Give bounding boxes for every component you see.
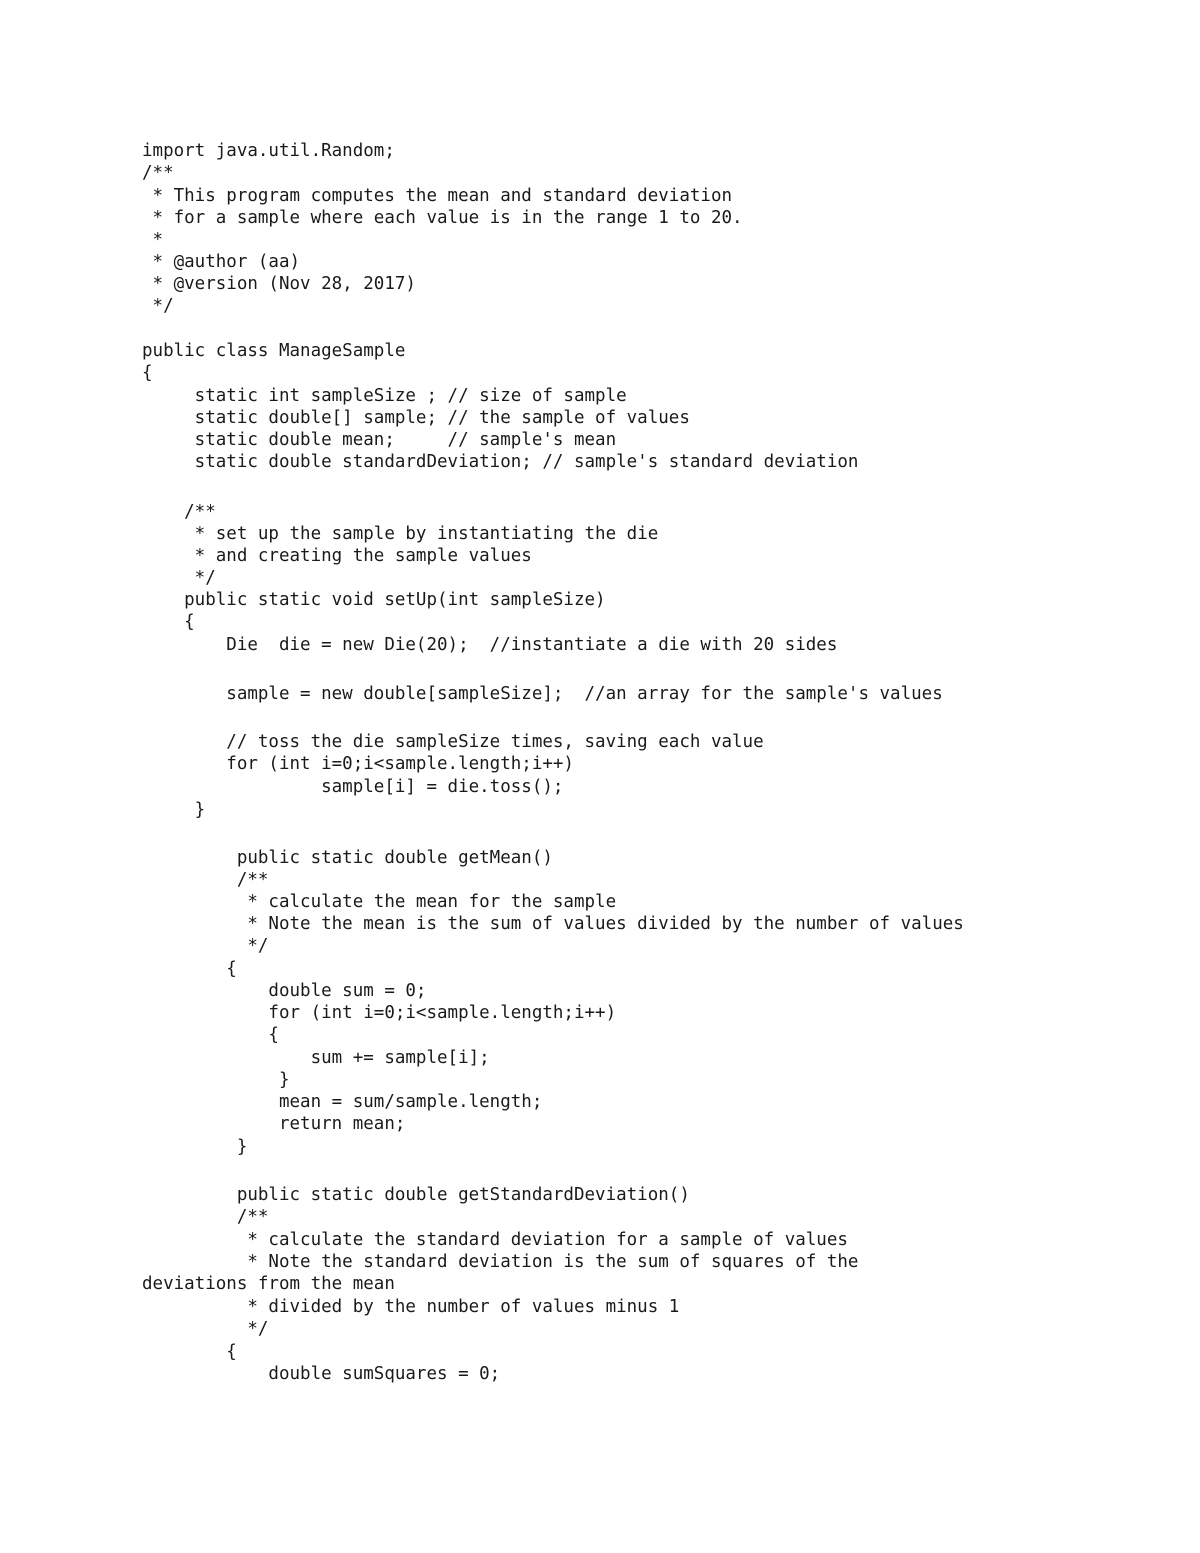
code-line: deviations from the mean <box>142 1274 395 1294</box>
code-line: * calculate the standard deviation for a sample of values <box>142 1230 848 1250</box>
code-line: mean = sum/sample.length; <box>142 1092 543 1112</box>
code-line: static double mean; // sample's mean <box>142 430 617 450</box>
code-line: static double standardDeviation; // sample's standard deviation <box>142 452 859 472</box>
code-line: } <box>142 1137 248 1157</box>
code-line: * and creating the sample values <box>142 546 532 566</box>
code-line: } <box>142 1070 290 1090</box>
code-line: /** <box>142 163 174 183</box>
code-line: */ <box>142 296 174 316</box>
code-line: { <box>142 959 237 979</box>
code-line: * divided by the number of values minus 1 <box>142 1297 680 1317</box>
code-line: double sum = 0; <box>142 981 427 1001</box>
code-line: { <box>142 1025 279 1045</box>
code-line: * Note the mean is the sum of values divided by the number of values <box>142 914 964 934</box>
code-line: public static void setUp(int sampleSize) <box>142 590 606 610</box>
code-line: */ <box>142 568 216 588</box>
code-line: { <box>142 1342 237 1362</box>
code-line: * <box>142 230 164 250</box>
code-line: { <box>142 363 153 383</box>
code-line: static int sampleSize ; // size of sample <box>142 386 627 406</box>
code-line: // toss the die sampleSize times, saving each value <box>142 732 764 752</box>
code-line: static double[] sample; // the sample of values <box>142 408 690 428</box>
code-line: */ <box>142 1319 269 1339</box>
code-line: */ <box>142 936 269 956</box>
code-line: /** <box>142 1207 269 1227</box>
code-line: for (int i=0;i<sample.length;i++) <box>142 754 574 774</box>
code-line: * set up the sample by instantiating the die <box>142 524 659 544</box>
code-line: /** <box>142 870 269 890</box>
code-line: sum += sample[i]; <box>142 1048 490 1068</box>
code-line: * for a sample where each value is in the range 1 to 20. <box>142 208 743 228</box>
code-line: } <box>142 800 206 820</box>
code-line: * Note the standard deviation is the sum of squares of the <box>142 1252 859 1272</box>
code-line: * @author (aa) <box>142 252 301 272</box>
code-line: sample = new double[sampleSize]; //an array for the sample's values <box>142 684 943 704</box>
code-line: sample[i] = die.toss(); <box>142 777 564 797</box>
code-line: public static double getMean() <box>142 848 553 868</box>
code-line: double sumSquares = 0; <box>142 1364 501 1384</box>
code-line: /** <box>142 502 216 522</box>
code-line: public class ManageSample <box>142 341 406 361</box>
code-line: * @version (Nov 28, 2017) <box>142 274 416 294</box>
code-line: { <box>142 612 195 632</box>
code-line: public static double getStandardDeviation() <box>142 1185 690 1205</box>
code-line: * This program computes the mean and standard deviation <box>142 186 733 206</box>
code-line: import java.util.Random; <box>142 141 395 161</box>
code-line: Die die = new Die(20); //instantiate a die with 20 sides <box>142 635 838 655</box>
code-line: return mean; <box>142 1114 406 1134</box>
code-line: * calculate the mean for the sample <box>142 892 617 912</box>
code-line: for (int i=0;i<sample.length;i++) <box>142 1003 617 1023</box>
